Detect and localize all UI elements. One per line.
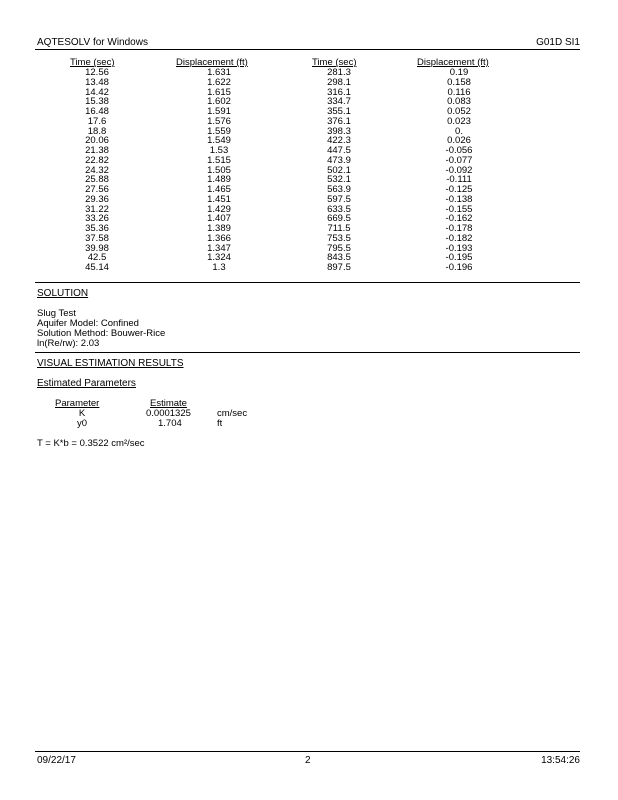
- solution-line: ln(Re/rw): 2.03: [37, 338, 100, 349]
- table-cell: -0.196: [445, 262, 473, 273]
- table-cell: 14.42: [85, 86, 109, 98]
- table-cell: 298.1: [327, 76, 351, 88]
- page-number: 2: [305, 755, 311, 766]
- table-cell: 25.88: [85, 174, 109, 186]
- table-cell: 1.549: [207, 135, 231, 147]
- table-cell: -0.138: [445, 193, 473, 205]
- table-cell: 31.22: [85, 203, 109, 215]
- table-cell: 42.5: [87, 252, 107, 264]
- footer-time: 13:54:26: [541, 755, 580, 766]
- table-cell: 1.591: [207, 106, 231, 117]
- table-cell: 532.1: [327, 174, 351, 186]
- table-cell: 21.38: [85, 145, 109, 156]
- col-header-displacement-1: Displacement (ft): [176, 57, 248, 68]
- table-cell: 22.82: [85, 154, 109, 166]
- table-cell: 502.1: [327, 164, 351, 176]
- table-cell: -0.162: [445, 213, 473, 225]
- table-cell: 1.631: [207, 67, 231, 78]
- param-estimate: 0.0001325: [146, 408, 191, 419]
- table-cell: 1.489: [207, 174, 231, 186]
- table-cell: 281.3: [327, 67, 351, 78]
- app-title: AQTESOLV for Windows: [37, 37, 148, 48]
- table-cell: -0.178: [445, 223, 473, 234]
- data-column-displacement-2: [434, 68, 484, 273]
- solution-line: Solution Method: Bouwer-Rice: [37, 328, 166, 339]
- data-column-time-1: [72, 68, 122, 273]
- table-cell: 1.389: [207, 223, 231, 234]
- table-cell: 1.559: [207, 125, 231, 137]
- table-cell: 1.366: [207, 232, 231, 244]
- table-cell: 597.5: [327, 193, 351, 205]
- table-cell: 376.1: [327, 115, 351, 127]
- footer-date: 09/22/17: [37, 755, 76, 766]
- table-rule: [35, 282, 580, 283]
- param-name: y0: [76, 418, 88, 429]
- table-cell: 1.622: [207, 76, 231, 88]
- table-cell: 0.116: [447, 86, 471, 98]
- table-cell: 29.36: [85, 193, 109, 205]
- table-cell: 422.3: [327, 135, 351, 147]
- table-cell: 1.3: [212, 262, 226, 273]
- table-cell: 795.5: [327, 242, 351, 254]
- table-cell: -0.182: [445, 232, 473, 244]
- header-rule: [35, 49, 580, 50]
- visual-estimation-heading: VISUAL ESTIMATION RESULTS: [37, 358, 184, 369]
- estimated-parameters-heading: Estimated Parameters: [37, 378, 136, 389]
- transmissivity-formula: T = K*b = 0.3522 cm²/sec: [37, 438, 145, 449]
- table-cell: -0.092: [445, 164, 473, 176]
- table-cell: -0.056: [445, 145, 473, 156]
- table-cell: 45.14: [85, 262, 109, 273]
- table-cell: -0.077: [445, 154, 473, 166]
- param-estimate: 1.704: [158, 418, 182, 429]
- table-cell: 334.7: [327, 96, 351, 108]
- table-cell: 0.: [455, 125, 463, 137]
- table-cell: 17.6: [87, 115, 107, 127]
- table-cell: 1.407: [207, 213, 231, 225]
- solution-heading: SOLUTION: [37, 288, 89, 299]
- table-cell: 355.1: [327, 106, 351, 117]
- table-cell: 473.9: [327, 154, 351, 166]
- col-header-time-1: Time (sec): [70, 57, 115, 68]
- table-cell: 1.576: [207, 115, 231, 127]
- table-cell: 669.5: [327, 213, 351, 225]
- table-cell: -0.195: [445, 252, 473, 264]
- col-header-displacement-2: Displacement (ft): [417, 57, 489, 68]
- data-column-displacement-1: [194, 68, 244, 273]
- table-cell: 897.5: [327, 262, 351, 273]
- table-cell: 27.56: [85, 184, 109, 195]
- data-column-time-2: [314, 68, 364, 273]
- table-cell: 12.56: [85, 67, 109, 78]
- table-cell: 0.052: [447, 106, 471, 117]
- param-unit: ft: [217, 418, 223, 429]
- well-id: G01D SI1: [536, 37, 580, 48]
- solution-line: Slug Test: [37, 308, 76, 319]
- table-cell: 1.602: [207, 96, 231, 108]
- table-cell: 0.026: [447, 135, 471, 147]
- table-cell: 316.1: [327, 86, 351, 98]
- table-cell: 16.48: [85, 106, 109, 117]
- table-cell: 711.5: [327, 223, 351, 234]
- table-cell: 1.515: [207, 154, 231, 166]
- table-cell: 0.158: [447, 76, 471, 88]
- table-cell: 0.083: [447, 96, 471, 108]
- table-cell: 33.26: [85, 213, 109, 225]
- table-cell: 843.5: [327, 252, 351, 264]
- table-cell: -0.155: [445, 203, 473, 215]
- table-cell: 39.98: [85, 242, 109, 254]
- solution-rule: [35, 352, 580, 353]
- table-cell: 15.38: [85, 96, 109, 108]
- table-cell: 1.324: [207, 252, 231, 264]
- table-cell: 1.53: [209, 145, 229, 156]
- table-cell: 753.5: [327, 232, 351, 244]
- param-unit: cm/sec: [217, 408, 248, 419]
- table-cell: 1.465: [207, 184, 231, 195]
- param-header: Parameter: [55, 398, 100, 409]
- table-cell: 563.9: [327, 184, 351, 195]
- table-cell: 35.36: [85, 223, 109, 234]
- table-cell: 37.58: [85, 232, 109, 244]
- table-cell: 1.505: [207, 164, 231, 176]
- table-cell: 447.5: [327, 145, 351, 156]
- table-cell: 18.8: [87, 125, 107, 137]
- table-cell: 398.3: [327, 125, 351, 137]
- footer-rule: [35, 751, 580, 752]
- col-header-time-2: Time (sec): [312, 57, 357, 68]
- param-name: K: [78, 408, 86, 419]
- table-cell: -0.125: [445, 184, 473, 195]
- solution-line: Aquifer Model: Confined: [37, 318, 139, 329]
- table-cell: 24.32: [85, 164, 109, 176]
- table-cell: 20.06: [85, 135, 109, 147]
- table-cell: 13.48: [85, 76, 109, 88]
- table-cell: -0.193: [445, 242, 473, 254]
- estimate-header: Estimate: [150, 398, 187, 409]
- table-cell: 633.5: [327, 203, 351, 215]
- table-cell: 1.429: [207, 203, 231, 215]
- table-cell: 0.023: [447, 115, 471, 127]
- table-cell: 1.347: [207, 242, 231, 254]
- table-cell: 0.19: [449, 67, 469, 78]
- table-cell: 1.615: [207, 86, 231, 98]
- table-cell: -0.111: [446, 174, 472, 186]
- table-cell: 1.451: [207, 193, 231, 205]
